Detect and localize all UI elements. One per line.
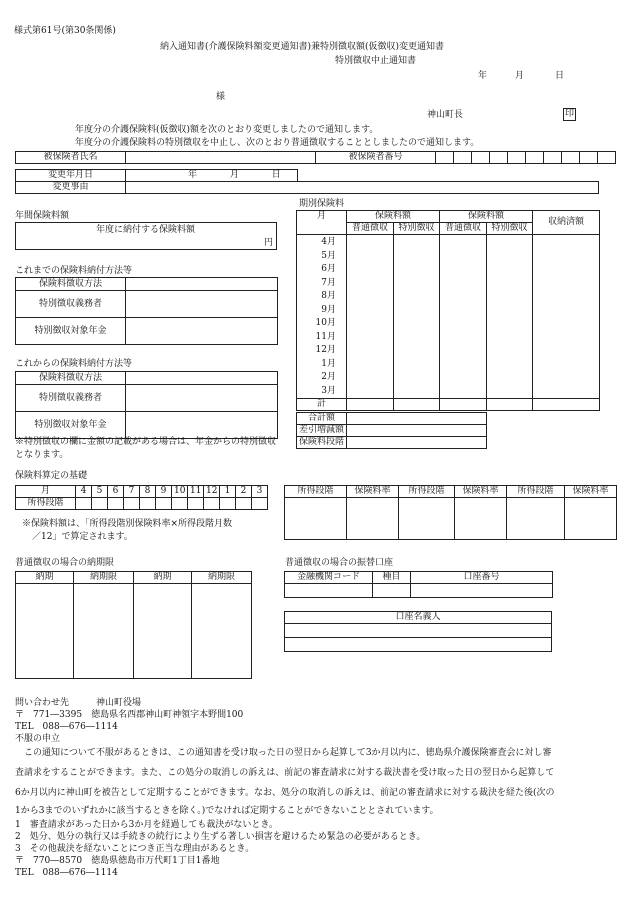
due-deadline-header: 納期限: [192, 572, 252, 584]
insured-number-digit[interactable]: [436, 152, 454, 164]
contact-label: 問い合わせ先: [15, 698, 70, 708]
next-pension-field[interactable]: [126, 412, 278, 439]
prev-method-field[interactable]: [126, 278, 278, 291]
date-year: 年: [478, 71, 488, 81]
objection-item-2: 2 処分、処分の執行又は手続きの続行により生ずる著しい損害を避けるため緊急の必要があるとき。: [15, 832, 426, 842]
period-month-label: 6月: [321, 264, 336, 274]
change-date-day: 日: [271, 170, 281, 181]
insured-number-digit[interactable]: [472, 152, 490, 164]
intro-line2: 年度分の介護保険料の特別徴収を中止し、次のとおり普通徴収することとしましたので通知します。: [75, 138, 480, 148]
contact-tel: TEL 088―676―1114: [15, 722, 118, 732]
due-cell[interactable]: [134, 584, 192, 679]
rate-cell[interactable]: [399, 498, 455, 540]
bank-code-header: 金融機関コード: [285, 572, 373, 584]
basis-month-number: 7: [124, 486, 140, 498]
basis-month-number: 3: [252, 486, 268, 498]
insured-number-digit[interactable]: [490, 152, 508, 164]
basis-stage-cell[interactable]: [156, 498, 172, 510]
change-date-field[interactable]: [126, 170, 298, 182]
period-month-label: 4月: [321, 237, 336, 247]
rate-cell[interactable]: [285, 498, 347, 540]
basis-heading: 保険料算定の基礎: [15, 471, 88, 481]
rate-rate-header: 保険料率: [455, 486, 507, 498]
insured-number-digit[interactable]: [526, 152, 544, 164]
due-period-header: 納期: [16, 572, 74, 584]
next-obligor-field[interactable]: [126, 385, 278, 412]
bank-account-field[interactable]: [411, 584, 553, 598]
prev-pension-field[interactable]: [126, 318, 278, 345]
stage-label: 保険料段階: [297, 437, 347, 449]
basis-month-number: 10: [172, 486, 188, 498]
next-pension-label: 特別徴収対象年金: [16, 412, 126, 439]
next-obligor-label: 特別徴収義務者: [16, 385, 126, 412]
rate-stage-header: 所得段階: [507, 486, 565, 498]
period-cell[interactable]: [394, 235, 440, 399]
period-month-label: 9月: [321, 304, 336, 315]
objection-postal: 〒 770―8570 徳島県徳島市万代町1丁目1番地: [15, 856, 220, 866]
period-total-label: 計: [297, 399, 347, 411]
diff-field[interactable]: [347, 425, 487, 437]
basis-month-number: 6: [108, 486, 124, 498]
rate-cell[interactable]: [347, 498, 399, 540]
title-line1: 納入通知書(介護保険料額変更通知書)兼特別徴収額(仮徴収)変更通知書: [160, 42, 445, 52]
due-dates-heading: 普通徴収の場合の納期限: [15, 558, 115, 568]
period-month-label: 10月: [315, 318, 336, 328]
form-number: 様式第61号(第30条関係): [14, 26, 116, 36]
rate-rate-header: 保険料率: [347, 486, 399, 498]
period-total-cell[interactable]: [347, 399, 394, 411]
period-premium-header-2: 保険料額: [440, 211, 533, 223]
basis-stage-cell[interactable]: [92, 498, 108, 510]
due-dates-table: [15, 571, 252, 679]
bank-account-header: 口座番号: [411, 572, 553, 584]
basis-stage-cell[interactable]: [252, 498, 268, 510]
objection-body-4: 1から3までのいずれかに該当するときを除く。)でなければ定期することができないこととされています。: [15, 806, 439, 816]
basis-rate-table: [284, 485, 617, 540]
rate-cell[interactable]: [455, 498, 507, 540]
account-holder-field[interactable]: [285, 624, 552, 638]
basis-stage-cell[interactable]: [76, 498, 92, 510]
basis-month-number: 8: [140, 486, 156, 498]
basis-stage-cell[interactable]: [140, 498, 156, 510]
annual-premium-payable-label: 年度に納付する保険料額: [96, 225, 196, 235]
addressee-suffix: 様: [216, 92, 226, 102]
change-date-label: 変更年月日: [16, 170, 126, 182]
period-month-label: 12月: [315, 345, 336, 355]
prev-method-table: [15, 277, 278, 345]
bank-type-header: 種目: [373, 572, 411, 584]
account-holder-table: [284, 611, 552, 652]
objection-heading: 不服の申立: [15, 734, 61, 744]
change-reason-field[interactable]: [126, 182, 599, 194]
prev-method-label: 保険料徴収方法: [16, 278, 126, 291]
basis-stage-cell[interactable]: [188, 498, 204, 510]
insured-number-digit[interactable]: [544, 152, 562, 164]
period-month-label: 3月: [321, 385, 336, 396]
basis-month-table: [15, 485, 268, 510]
objection-body-1: この通知について不服があるときは、この通知書を受け取った日の翌日から起算して3か月以内に、徳島県介護保険審査会に対し審: [15, 748, 552, 758]
period-month-label: 5月: [321, 250, 336, 261]
basis-stage-cell[interactable]: [220, 498, 236, 510]
due-cell[interactable]: [192, 584, 252, 679]
next-method-table: [15, 371, 278, 439]
account-holder-label: 口座名義人: [285, 612, 552, 624]
rate-cell[interactable]: [507, 498, 565, 540]
change-reason-label: 変更事由: [16, 182, 126, 194]
period-month-label: 11月: [315, 331, 336, 342]
rate-rate-header: 保険料率: [565, 486, 617, 498]
diff-label: 差引増減額: [297, 425, 347, 437]
next-method-heading: これからの保険料納付方法等: [15, 359, 133, 369]
note-special: ※特別徴収の欄に金額の記載がある場合は、年金からの特別徴収となります。: [15, 437, 277, 460]
basis-month-number: 2: [236, 486, 252, 498]
period-month-label: 2月: [321, 372, 336, 382]
annual-premium-heading: 年間保険料額: [15, 211, 70, 221]
period-special-header-2: 特別徴収: [487, 223, 533, 235]
period-special-header: 特別徴収: [394, 223, 440, 235]
period-normal-header: 普通徴収: [347, 223, 394, 235]
period-normal-header-2: 普通徴収: [440, 223, 487, 235]
basis-stage-cell[interactable]: [172, 498, 188, 510]
due-cell[interactable]: [16, 584, 74, 679]
objection-tel: TEL 088―676―1114: [15, 868, 118, 878]
period-cell[interactable]: [347, 235, 394, 399]
period-cell[interactable]: [440, 235, 487, 399]
title-line2: 特別徴収中止通知書: [335, 56, 417, 66]
due-deadline-header: 納期限: [74, 572, 134, 584]
period-month-label: 8月: [321, 291, 336, 301]
change-date-month: 月: [229, 170, 239, 181]
insured-name-field[interactable]: [126, 152, 316, 164]
basis-month-number: 5: [92, 486, 108, 498]
rate-cell[interactable]: [565, 498, 617, 540]
rate-stage-header: 所得段階: [399, 486, 455, 498]
period-body: [297, 235, 600, 411]
next-method-field[interactable]: [126, 372, 278, 385]
basis-month-number: 1: [220, 486, 236, 498]
period-month-list: [297, 235, 347, 399]
basis-note-line2: ／12」で算定されます。: [32, 532, 133, 542]
annual-premium-box: [15, 222, 277, 250]
bank-table: [284, 571, 553, 598]
objection-body-3: 6か月以内に神山町を被告として定期することができます。なお、処分の取消しの訴えは、前記の審査請求に対する裁決を経た後(次の: [15, 788, 555, 798]
rate-stage-header: 所得段階: [285, 486, 347, 498]
insured-number-digit[interactable]: [508, 152, 526, 164]
due-cell[interactable]: [74, 584, 134, 679]
period-received-header: 収納済額: [533, 211, 600, 235]
basis-month-label: 月: [16, 486, 76, 498]
due-period-header: 納期: [134, 572, 192, 584]
stage-field[interactable]: [347, 437, 487, 449]
seal: 印: [564, 109, 574, 119]
insured-number-digit[interactable]: [562, 152, 580, 164]
change-date-year: 年: [188, 170, 198, 181]
insured-info-table: [15, 151, 616, 164]
period-cell[interactable]: [487, 235, 533, 399]
contact-postal: 〒 771―3395 徳島県名西郡神山町神領字本野間100: [15, 710, 244, 720]
basis-stage-cell[interactable]: [204, 498, 220, 510]
insured-number-digit[interactable]: [454, 152, 472, 164]
bank-type-field[interactable]: [373, 584, 411, 598]
issuer: 神山町長: [427, 110, 464, 120]
date-month: 月: [515, 71, 525, 81]
date-day: 日: [555, 71, 565, 81]
insured-name-label: 被保険者氏名: [16, 152, 126, 164]
period-table: [296, 210, 600, 411]
insured-number-digit[interactable]: [598, 152, 616, 164]
period-total-cell[interactable]: [487, 399, 533, 411]
bank-heading: 普通徴収の場合の振替口座: [285, 558, 394, 568]
prev-method-heading: これまでの保険料納付方法等: [15, 266, 133, 276]
insured-number-label: 被保険者番号: [316, 152, 436, 164]
period-month-label: 7月: [321, 277, 336, 288]
period-summary-table: [296, 412, 487, 449]
period-premium-header: 保険料額: [347, 211, 440, 223]
prev-obligor-label: 特別徴収義務者: [16, 291, 126, 318]
basis-stage-cell[interactable]: [124, 498, 140, 510]
basis-stage-label: 所得段階: [16, 498, 76, 510]
prev-pension-label: 特別徴収対象年金: [16, 318, 126, 345]
basis-month-number: 11: [188, 486, 204, 498]
grand-total-field[interactable]: [347, 413, 487, 425]
grand-total-label: 合計額: [297, 413, 347, 425]
contact-office: 神山町役場: [96, 698, 142, 708]
period-total-cell[interactable]: [394, 399, 440, 411]
basis-stage-cell[interactable]: [108, 498, 124, 510]
basis-note-line1: ※保険料額は、「所得段階別保険料率×所得段階月数: [22, 519, 233, 529]
period-total-cell[interactable]: [440, 399, 487, 411]
objection-body-2: 査請求をすることができます。また、この処分の取消しの訴えは、前記の審査請求に対する裁決書を受け取った日の翌日から起算して: [15, 768, 555, 778]
basis-stage-cell[interactable]: [236, 498, 252, 510]
objection-item-1: 1 審査請求があった日から3か月を経過しても裁決がないとき。: [15, 820, 279, 830]
period-heading: 期別保険料: [299, 199, 345, 209]
annual-premium-unit: 円: [263, 238, 273, 248]
change-info-table: [15, 169, 599, 194]
insured-number-digit[interactable]: [580, 152, 598, 164]
intro-line1: 年度分の介護保険料(仮徴収)額を次のとおり変更しましたので通知します。: [75, 125, 379, 135]
period-month-header: 月: [297, 211, 347, 235]
account-holder-field-2[interactable]: [285, 638, 552, 652]
basis-month-number: 4: [76, 486, 92, 498]
prev-obligor-field[interactable]: [126, 291, 278, 318]
period-cell[interactable]: [533, 235, 600, 399]
basis-month-number: 12: [204, 486, 220, 498]
next-method-label: 保険料徴収方法: [16, 372, 126, 385]
period-month-label: 1月: [321, 358, 336, 369]
objection-item-3: 3 その他裁決を経ないことにつき正当な理由があるとき。: [15, 844, 255, 854]
period-total-cell[interactable]: [533, 399, 600, 411]
basis-month-number: 9: [156, 486, 172, 498]
bank-code-field[interactable]: [285, 584, 373, 598]
